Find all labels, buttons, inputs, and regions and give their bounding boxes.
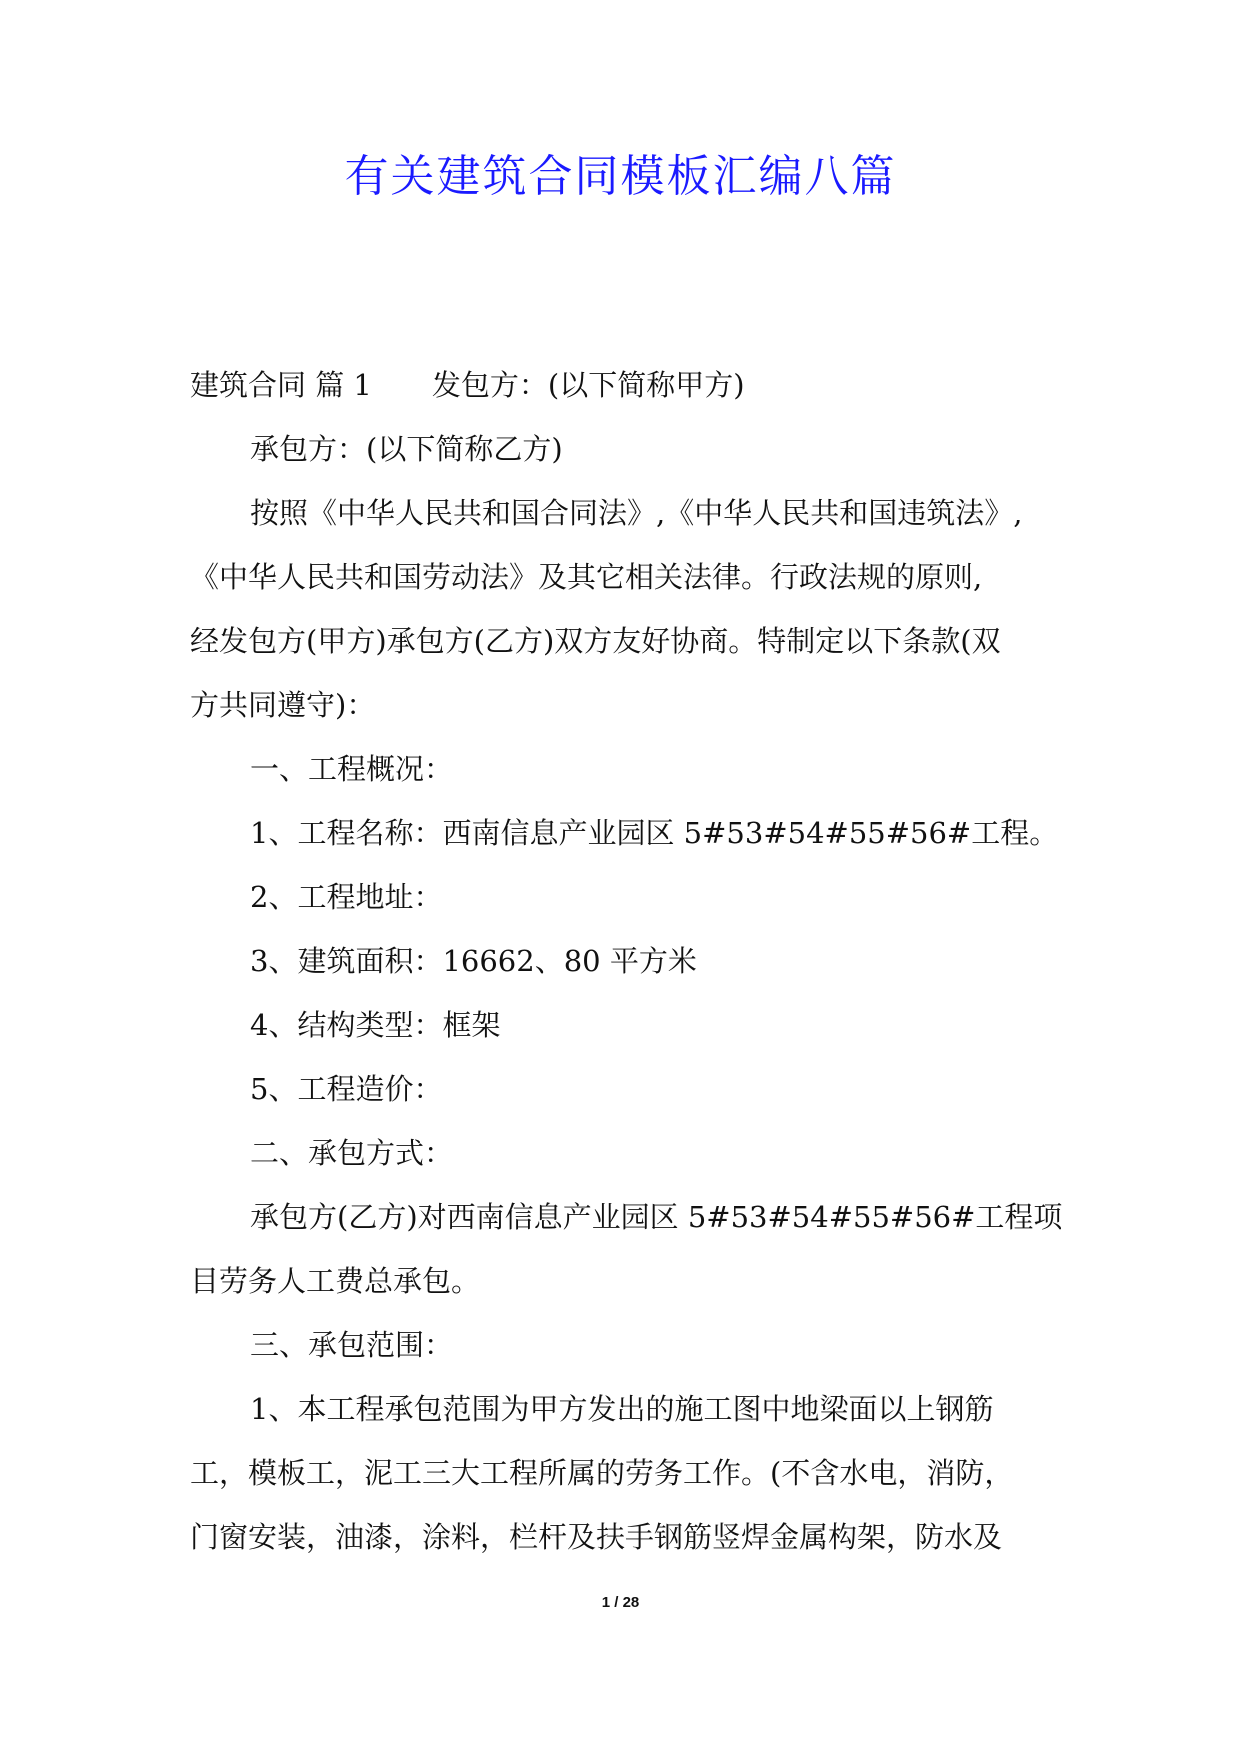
paragraph-line: 工，模板工，泥工三大工程所属的劳务工作。(不含水电，消防， <box>190 1456 1014 1490</box>
paragraph-line: 按照《中华人民共和国合同法》,《中华人民共和国违筑法》, <box>250 496 1023 530</box>
page-number: 1 / 28 <box>601 1594 640 1611</box>
document-title: 有关建筑合同模板汇编八篇 <box>344 151 897 202</box>
section-heading: 建筑合同 篇 1 <box>190 368 372 402</box>
paragraph-line: 5、工程造价： <box>250 1072 443 1106</box>
paragraph-line: 方共同遵守)： <box>190 688 376 722</box>
paragraph-line: 承包方(乙方)对西南信息产业园区 5#53#54#55#56#工程项 <box>250 1200 1063 1234</box>
paragraph-line: 2、工程地址： <box>250 880 443 914</box>
paragraph-line: 二、承包方式： <box>250 1136 454 1170</box>
paragraph-line: 《中华人民共和国劳动法》及其它相关法律。行政法规的原则, <box>190 560 983 594</box>
paragraph-line: 1、工程名称：西南信息产业园区 5#53#54#55#56#工程。 <box>250 816 1059 850</box>
paragraph-line: 门窗安装，油漆，涂料，栏杆及扶手钢筋竖焊金属构架，防水及 <box>190 1520 1003 1554</box>
paragraph-line: 4、结构类型：框架 <box>250 1008 501 1042</box>
paragraph-line: 3、建筑面积：16662、80 平方米 <box>250 944 697 978</box>
paragraph-line: 承包方：(以下简称乙方) <box>250 432 563 466</box>
paragraph-line: 建筑合同 篇 1 发包方：(以下简称甲方) <box>190 368 745 402</box>
paragraph-line: 经发包方(甲方)承包方(乙方)双方友好协商。特制定以下条款(双 <box>190 624 1001 658</box>
paragraph-line: 目劳务人工费总承包。 <box>190 1264 481 1298</box>
document-body <box>190 353 1080 1569</box>
paragraph-line: 1、本工程承包范围为甲方发出的施工图中地梁面以上钢筋 <box>250 1392 994 1426</box>
paragraph-line: 三、承包范围： <box>250 1328 454 1362</box>
paragraph-line: 一、工程概况： <box>250 752 454 786</box>
